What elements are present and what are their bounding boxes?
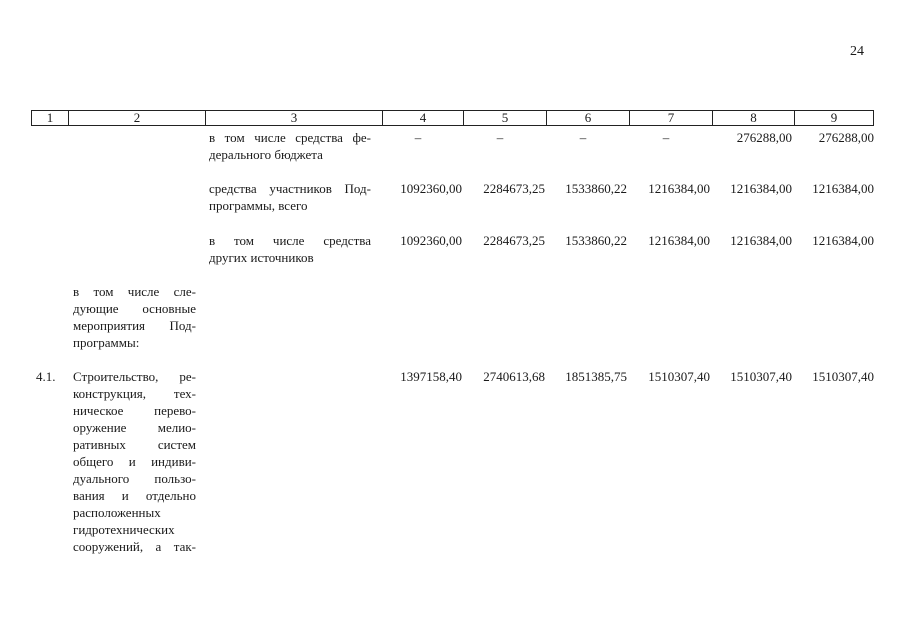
item-desc-line-9: расположенных — [73, 505, 161, 520]
item-number: 4.1. — [36, 369, 56, 384]
item-desc-line-2: конструкция, тех- — [73, 386, 196, 401]
section-line-4: программы: — [73, 335, 140, 350]
row-1-label-line-1: в том числе средства фе- — [209, 130, 371, 145]
row-3-value-col-9: 1216384,00 — [812, 233, 874, 248]
row-2-label-line-2: программы, всего — [209, 198, 308, 213]
item-desc-line-10: гидротехнических — [73, 522, 175, 537]
row-2-value-col-7: 1216384,00 — [648, 181, 710, 196]
item-desc-line-1: Строительство, ре- — [73, 369, 196, 384]
row-3-value-col-6: 1533860,22 — [565, 233, 627, 248]
header-col-9: 9 — [794, 111, 873, 125]
row-3-label-line-1: в том числе средства — [209, 233, 371, 248]
header-col-7: 7 — [629, 111, 712, 125]
row-2-value-col-8: 1216384,00 — [730, 181, 792, 196]
row-3-value-col-4: 1092360,00 — [400, 233, 462, 248]
item-value-col-9: 1510307,40 — [812, 369, 874, 384]
header-col-5: 5 — [463, 111, 546, 125]
row-1-value-col-6: – — [579, 130, 587, 145]
header-col-8: 8 — [712, 111, 794, 125]
row-1-value-col-5: – — [496, 130, 504, 145]
item-value-col-7: 1510307,40 — [648, 369, 710, 384]
row-1-label-line-2: дерального бюджета — [209, 147, 323, 162]
row-3-value-col-7: 1216384,00 — [648, 233, 710, 248]
item-desc-line-11: сооружений, а так- — [73, 539, 196, 554]
item-value-col-8: 1510307,40 — [730, 369, 792, 384]
row-1-value-col-7: – — [662, 130, 670, 145]
item-desc-line-5: ративных систем — [73, 437, 196, 452]
item-desc-line-3: ническое перево- — [73, 403, 196, 418]
section-line-1: в том числе сле- — [73, 284, 196, 299]
row-3-value-col-5: 2284673,25 — [483, 233, 545, 248]
row-2-label-line-1: средства участников Под- — [209, 181, 371, 196]
header-col-3: 3 — [205, 111, 382, 125]
item-value-col-6: 1851385,75 — [565, 369, 627, 384]
item-desc-line-6: общего и индиви- — [73, 454, 196, 469]
row-1-value-col-9: 276288,00 — [818, 130, 874, 145]
row-3-value-col-8: 1216384,00 — [730, 233, 792, 248]
header-col-6: 6 — [546, 111, 629, 125]
item-value-col-4: 1397158,40 — [400, 369, 462, 384]
row-2-value-col-5: 2284673,25 — [483, 181, 545, 196]
item-desc-line-7: дуального пользо- — [73, 471, 196, 486]
row-2-value-col-4: 1092360,00 — [400, 181, 462, 196]
item-desc-line-4: оружение мелио- — [73, 420, 196, 435]
section-line-2: дующие основные — [73, 301, 196, 316]
item-value-col-5: 2740613,68 — [483, 369, 545, 384]
row-2-value-col-9: 1216384,00 — [812, 181, 874, 196]
header-col-4: 4 — [382, 111, 463, 125]
row-1-value-col-4: – — [414, 130, 422, 145]
section-line-3: мероприятия Под- — [73, 318, 196, 333]
row-3-label-line-2: других источников — [209, 250, 314, 265]
table-header-row — [31, 110, 874, 126]
page-number: 24 — [850, 44, 864, 59]
item-desc-line-8: вания и отдельно — [73, 488, 196, 503]
header-col-2: 2 — [68, 111, 205, 125]
row-2-value-col-6: 1533860,22 — [565, 181, 627, 196]
row-1-value-col-8: 276288,00 — [736, 130, 792, 145]
header-col-1: 1 — [46, 110, 54, 125]
